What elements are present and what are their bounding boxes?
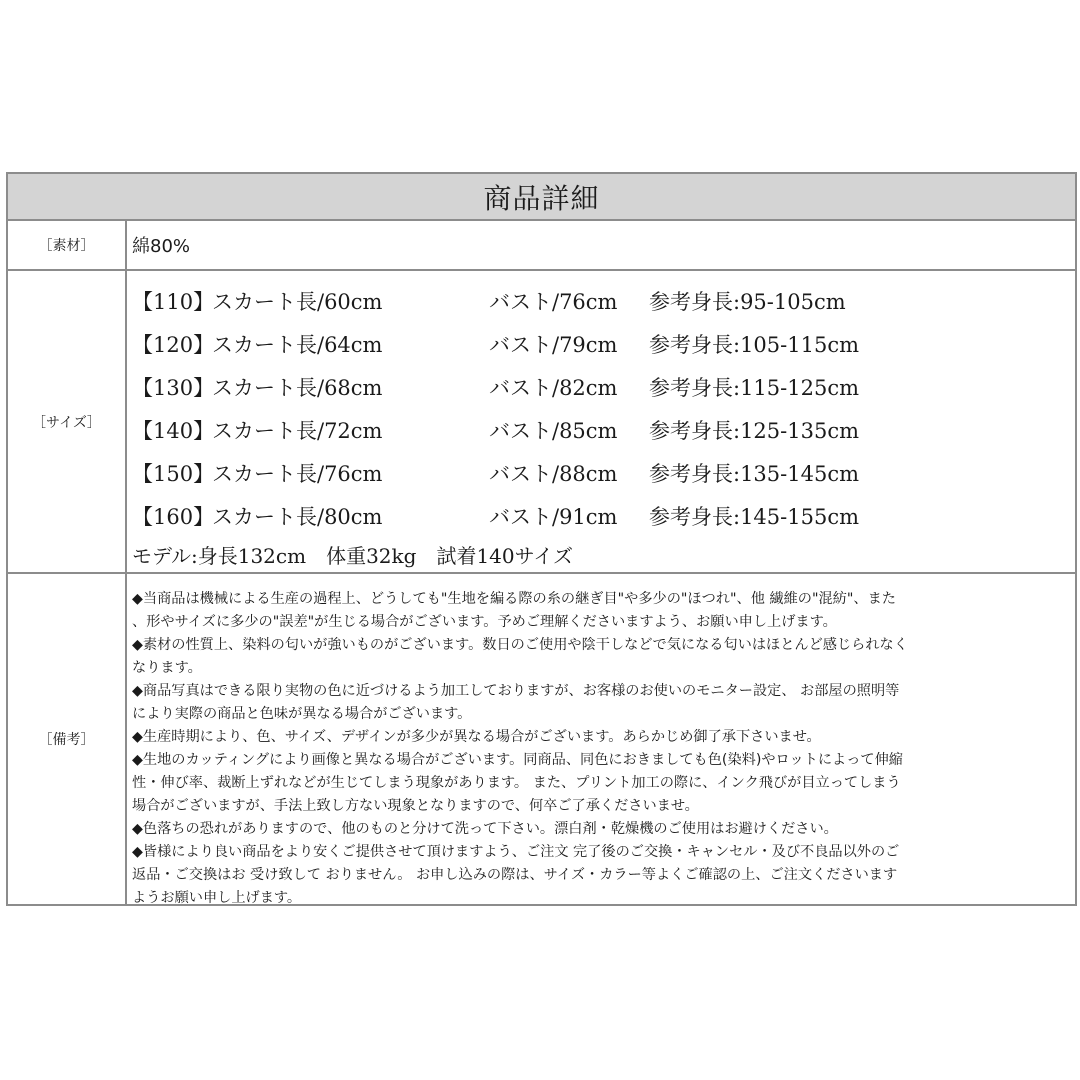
product-details-table — [6, 172, 1077, 906]
size-code: 【130】 — [132, 375, 215, 400]
size-row — [8, 271, 1075, 574]
note-line: ◆色落ちの恐れがありますので、他のものと分けて洗って下さい。漂白剤・乾燥機のご使用はお避けください。 — [132, 821, 838, 837]
size-code: 【160】 — [132, 504, 215, 529]
note-line: ◆商品写真はできる限り実物の色に近づけるよう加工しておりますが、お客様のお使いのモニター設定、 お部屋の照明等 — [132, 683, 900, 699]
material-value: 綿80% — [132, 236, 191, 257]
size-content — [127, 271, 1075, 572]
skirt-length: スカート長/80cm — [212, 504, 383, 529]
notes-label: ［備考］ — [8, 574, 127, 904]
size-line — [132, 451, 1075, 494]
size-line — [132, 494, 1075, 537]
reference-height: 参考身長:95-105cm — [649, 289, 846, 314]
bust: バスト/85cm — [489, 418, 618, 443]
size-code: 【120】 — [132, 332, 215, 357]
bust: バスト/76cm — [489, 289, 618, 314]
reference-height: 参考身長:105-115cm — [649, 332, 860, 357]
size-label: ［サイズ］ — [8, 271, 127, 572]
note-line: 、形やサイズに多少の"誤差"が生じる場合がございます。予めご理解くださいますよう、お願い申し上げます。 — [132, 614, 837, 630]
size-line — [132, 365, 1075, 408]
bust: バスト/82cm — [489, 375, 618, 400]
note-line: ◆皆様により良い商品をより安くご提供させて頂けますよう、ご注文 完了後のご交換・キャンセル・及び不良品以外のご — [132, 844, 900, 860]
note-line: 性・伸び率、裁断上ずれなどが生じてしまう現象があります。 また、プリント加工の際に、インク飛びが目立ってしまう — [132, 775, 901, 791]
skirt-length: スカート長/64cm — [212, 332, 383, 357]
reference-height: 参考身長:125-135cm — [649, 418, 860, 443]
size-code: 【150】 — [132, 461, 215, 486]
size-line — [132, 322, 1075, 365]
material-row — [8, 221, 1075, 271]
notes-row — [8, 574, 1075, 904]
note-line: なります。 — [132, 660, 202, 676]
skirt-length: スカート長/68cm — [212, 375, 383, 400]
note-line: ◆生地のカッティングにより画像と異なる場合がございます。同商品、同色におきましても色(染料)やロットによって伸縮 — [132, 752, 903, 768]
note-line: ◆素材の性質上、染料の匂いが強いものがございます。数日のご使用や陰干しなどで気になる匂いはほとんど感じられなく — [132, 637, 908, 653]
bust: バスト/91cm — [489, 504, 618, 529]
reference-height: 参考身長:115-125cm — [649, 375, 860, 400]
skirt-length: スカート長/60cm — [212, 289, 383, 314]
note-line: ◆当商品は機械による生産の過程上、どうしても"生地を編る際の糸の継ぎ目"や多少の"ほつれ"、他 繊維の"混紡"、また — [132, 591, 896, 607]
note-line: 返品・ご交換はお 受け致して おりません。 お申し込みの際は、サイズ・カラー等よくご確認の上、ご注文くださいます — [132, 867, 898, 883]
reference-height: 参考身長:135-145cm — [649, 461, 860, 486]
model-info: モデル:身長132cm 体重32kg 試着140サイズ — [132, 543, 574, 568]
skirt-length: スカート長/76cm — [212, 461, 383, 486]
notes-content — [127, 574, 1075, 904]
note-line: ようお願い申し上げます。 — [132, 890, 302, 906]
note-line: 場合がございますが、手法上致し方ない現象となりますので、何卒ご了承くださいませ。 — [132, 798, 699, 814]
bust: バスト/79cm — [489, 332, 618, 357]
note-line: により実際の商品と色味が異なる場合がございます。 — [132, 706, 472, 722]
note-line: ◆生産時期により、色、サイズ、デザインが多少が異なる場合がございます。あらかじめ御了承下さいませ。 — [132, 729, 821, 745]
material-label: ［素材］ — [8, 221, 127, 269]
skirt-length: スカート長/72cm — [212, 418, 383, 443]
bust: バスト/88cm — [489, 461, 618, 486]
table-title: 商品詳細 — [8, 174, 1075, 221]
size-line — [132, 408, 1075, 451]
reference-height: 参考身長:145-155cm — [649, 504, 860, 529]
size-code: 【140】 — [132, 418, 215, 443]
size-line — [132, 279, 1075, 322]
size-code: 【110】 — [132, 289, 215, 314]
